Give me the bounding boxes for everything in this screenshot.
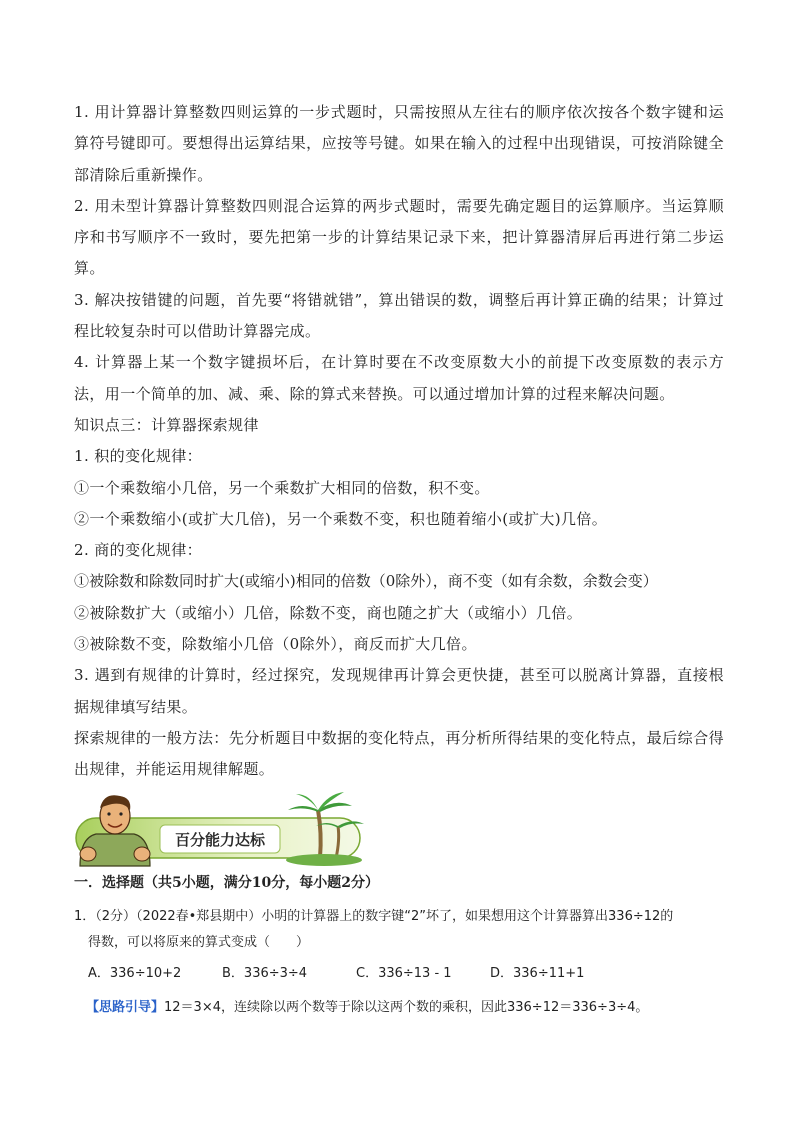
quotient-rule-1: ①被除数和除数同时扩大(或缩小)相同的倍数（0除外），商不变（如有余数，余数会变） xyxy=(74,572,658,591)
hint-label: 【思路引导】 xyxy=(86,1000,165,1015)
knowledge-text xyxy=(74,97,724,786)
question-1-stem-cont: 得数，可以将原来的算式变成（ ） xyxy=(88,935,310,950)
question-section xyxy=(74,872,734,1021)
banner-title: 百分能力达标 xyxy=(174,831,266,849)
hint-line xyxy=(74,995,734,1021)
quotient-rule-2: ②被除数扩大（或缩小）几倍，除数不变，商也随之扩大（或缩小）几倍。 xyxy=(74,603,583,622)
product-rule-2: ②一个乘数缩小(或扩大几倍)，另一个乘数不变，积也随着缩小(或扩大)几倍。 xyxy=(74,509,608,528)
paragraph-1: 1. 用计算器计算整数四则运算的一步式题时，只需按照从左往右的顺序依次按各个数字键和运算符号键即可。要想得出运算结果，应按等号键。如果在输入的过程中出现错误，可按消除键全部清除后重新操作。 xyxy=(74,103,724,184)
option-d[interactable]: D．336÷11+1 xyxy=(490,966,585,981)
section-heading: 一．选择题（共5小题，满分10分，每小题2分） xyxy=(74,875,379,891)
quotient-rule-heading: 2. 商的变化规律： xyxy=(74,541,203,560)
pattern-calc-paragraph: 3. 遇到有规律的计算时，经过探究，发现规律再计算会更快捷，甚至可以脱离计算器，直接根据规律填写结果。 xyxy=(74,666,724,716)
quotient-rule-3: ③被除数不变，除数缩小几倍（0除外），商反而扩大几倍。 xyxy=(74,635,477,654)
section-banner xyxy=(74,788,366,868)
product-rule-heading: 1. 积的变化规律： xyxy=(74,447,203,466)
question-1-stem: 1．（2分）（2022春•郑县期中）小明的计算器上的数字键“2”坏了，如果想用这个计算器算出336÷12的 xyxy=(74,909,674,924)
question-1-options xyxy=(74,962,734,986)
paragraph-4: 4. 计算器上某一个数字键损坏后，在计算时要在不改变原数大小的前提下改变原数的表示方法，用一个简单的加、减、乘、除的算式来替换。可以通过增加计算的过程来解决问题。 xyxy=(74,353,724,403)
paragraph-2: 2. 用未型计算器计算整数四则混合运算的两步式题时，需要先确定题目的运算顺序。当运算顺序和书写顺序不一致时，要先把第一步的计算结果记录下来，把计算器清屏后再进行第二步运算。 xyxy=(74,196,724,278)
hint-text: 12＝3×4，连续除以两个数等于除以这两个数的乘积，因此336÷12＝336÷3÷4。 xyxy=(164,1000,649,1015)
banner-illustration xyxy=(74,788,366,868)
knowledge-point-3-heading: 知识点三：计算器探索规律 xyxy=(74,415,259,434)
product-rule-1: ①一个乘数缩小几倍，另一个乘数扩大相同的倍数，积不变。 xyxy=(74,478,490,497)
paragraph-3: 3. 解决按错键的问题，首先要“将错就错”，算出错误的数，调整后再计算正确的结果；计算过程比较复杂时可以借助计算器完成。 xyxy=(74,290,724,341)
option-c[interactable]: C．336÷13 - 1 xyxy=(356,966,452,981)
option-b[interactable]: B．336÷3÷4 xyxy=(222,966,308,981)
method-paragraph: 探索规律的一般方法：先分析题目中数据的变化特点，再分析所得结果的变化特点，最后综合得出规律，并能运用规律解题。 xyxy=(74,728,724,779)
option-a[interactable]: A．336÷10+2 xyxy=(88,966,182,981)
